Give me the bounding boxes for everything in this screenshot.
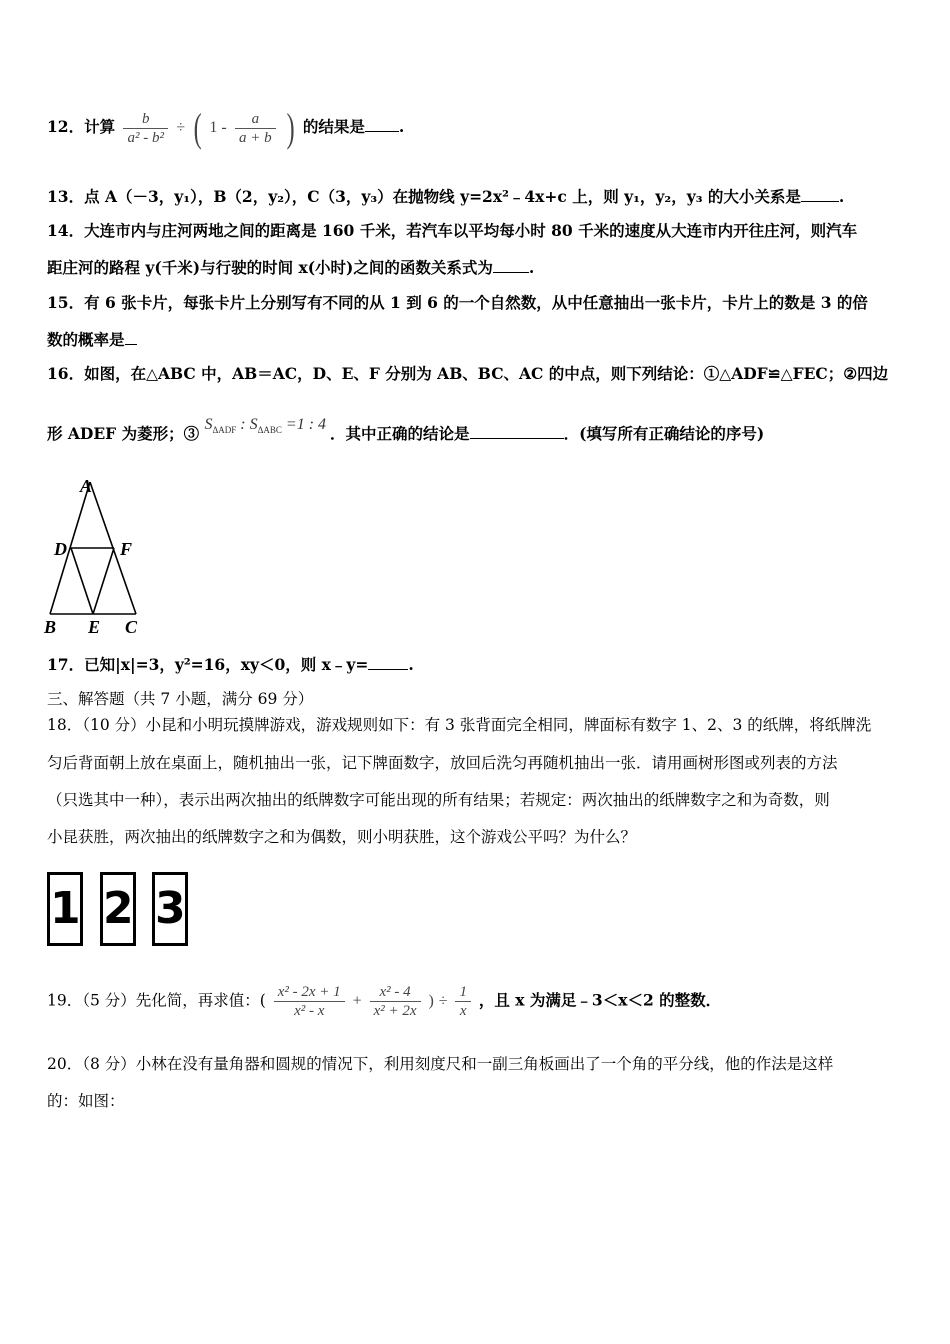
label-c: C bbox=[125, 617, 138, 637]
question-16-line-1: 16．如图，在△ABC 中，AB＝AC，D、E、F 分别为 AB、BC、AC 的中点，则下列结论：①△ADF≌△FEC；②四边 bbox=[47, 364, 889, 383]
label-f: F bbox=[120, 539, 133, 559]
q12-fraction-1: $\frac{b}{\text{a² - b²}}$ bbox=[123, 110, 168, 147]
area-ratio: $S_{\Delta ADF}$ : $S_{\Delta ABC} =1$ : 4 bbox=[204, 416, 327, 436]
card-3: 3 bbox=[152, 872, 188, 946]
label-d: D bbox=[54, 539, 67, 559]
question-15-line-1: 15．有 6 张卡片，每张卡片上分别写有不同的从 1 到 6 的一个自然数，从中任意抽出一张卡片，卡片上的数是 3 的倍 bbox=[47, 293, 868, 312]
question-14-line-2: 距庄河的路程 y(千米)与行驶的时间 x(小时)之间的函数关系式为 . bbox=[47, 258, 535, 277]
label-e: E bbox=[88, 617, 101, 637]
q19-fraction-2: $\frac{\text{x² - 4}}{\text{x² + 2x}}$ bbox=[370, 983, 421, 1020]
question-12: 12．计算 $\frac{b}{\text{a² - b²}}$ ÷ ( 1 - $\frac{a}{a + b}$ ) 的结果是 . bbox=[47, 105, 405, 150]
question-17: 17．已知|x|=3，y²=16，xy＜0，则 x﹣y= . bbox=[47, 655, 414, 674]
q12-suffix: 的结果是 bbox=[302, 117, 365, 136]
q19-fraction-1: $\frac{\text{x² - 2x + 1}}{\text{x² - x}}$ bbox=[274, 983, 345, 1020]
answer-blank bbox=[801, 187, 839, 202]
answer-blank bbox=[493, 258, 529, 273]
question-18-line-3: （只选其中一种），表示出两次抽出的纸牌数字可能出现的所有结果；若规定：两次抽出的纸牌数字之和为奇数，则 bbox=[47, 791, 830, 809]
divide-sign: ÷ bbox=[176, 119, 186, 136]
segment-fe bbox=[93, 548, 114, 614]
question-16-line-2: 形 ADEF 为菱形；③ $S_{\Delta ADF}$ : $S_{\Delta ABC} =1$ : 4 ．其中正确的结论是 ．(填写所有正确结论的序号) bbox=[47, 416, 765, 443]
question-19: 19．（5 分）先化简，再求值：( $\frac{\text{x² - 2x + 1}}{\text{x² - x}}$ + $\frac{\text{x² - 4}}{\text{x² + 2x}}$ ) ÷ $\frac{1}{x}$ ，且 x 为满足﹣3＜x＜2 的整数． bbox=[47, 984, 722, 1019]
card-1: 1 bbox=[47, 872, 83, 946]
answer-blank bbox=[470, 424, 564, 439]
answer-blank bbox=[368, 655, 408, 670]
question-18-line-1: 18．（10 分）小昆和小明玩摸牌游戏，游戏规则如下：有 3 张背面完全相同，牌面标有数字 1、2、3 的纸牌，将纸牌洗 bbox=[47, 716, 872, 734]
question-18-line-2: 匀后背面朝上放在桌面上，随机抽出一张，记下牌面数字，放回后洗匀再随机抽出一张．请用画树形图或列表的方法 bbox=[47, 754, 838, 772]
label-a: A bbox=[80, 476, 93, 496]
question-15-line-2: 数的概率是 bbox=[47, 330, 137, 350]
card-2: 2 bbox=[100, 872, 136, 946]
triangle-figure bbox=[40, 474, 150, 639]
q19-fraction-3: $\frac{1}{x}$ bbox=[455, 983, 471, 1020]
answer-blank bbox=[365, 117, 399, 132]
question-20-line-1: 20．（8 分）小林在没有量角器和圆规的情况下，利用刻度尺和一副三角板画出了一个角的平分线，他的作法是这样 bbox=[47, 1055, 834, 1073]
question-20-line-2: 的：如图： bbox=[47, 1092, 125, 1110]
q12-one-minus: 1 - bbox=[209, 119, 227, 136]
question-14-line-1: 14．大连市内与庄河两地之间的距离是 160 千米，若汽车以平均每小时 80 千米的速度从大连市内开往庄河，则汽车 bbox=[47, 221, 858, 240]
label-b: B bbox=[44, 617, 57, 637]
question-18-line-4: 小昆获胜，两次抽出的纸牌数字之和为偶数，则小明获胜，这个游戏公平吗？为什么？ bbox=[47, 828, 637, 846]
q12-fraction-2: $\frac{a}{a + b}$ bbox=[235, 110, 276, 147]
answer-blank bbox=[125, 330, 137, 345]
section-heading: 三、解答题（共 7 小题，满分 69 分） bbox=[47, 690, 314, 708]
q12-prefix: 12．计算 bbox=[47, 117, 116, 136]
segment-de bbox=[71, 548, 93, 614]
question-13: 13．点 A（－3，y₁），B（2，y₂），C（3，y₃）在抛物线 y=2x²﹣4x+c 上，则 y₁，y₂，y₃ 的大小关系是 . bbox=[47, 187, 845, 206]
